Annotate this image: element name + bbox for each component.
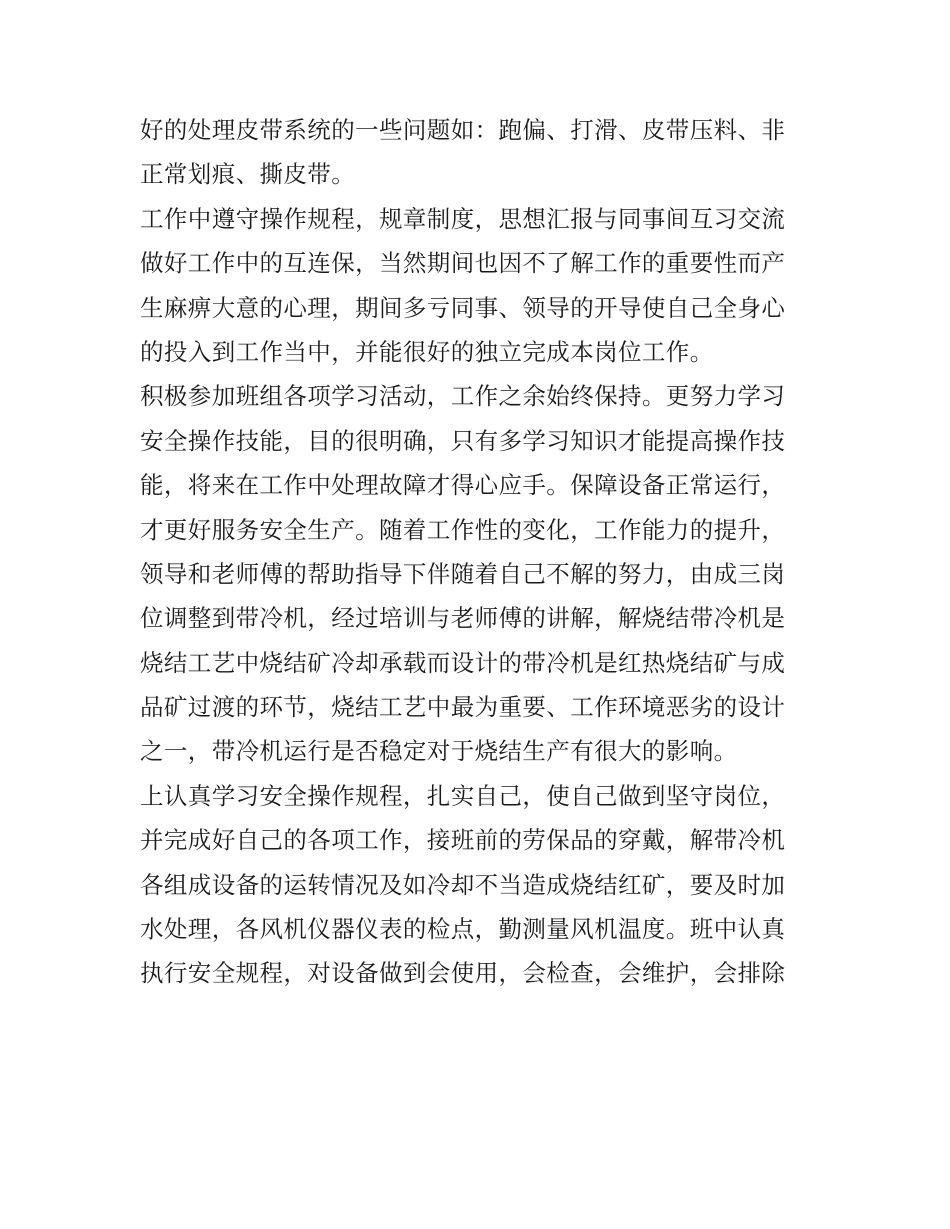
text-line: 位调整到带冷机，经过培训与老师傅的讲解，解烧结带冷机是 bbox=[140, 604, 786, 633]
text-line: 烧结工艺中烧结矿冷却承载而设计的带冷机是红热烧结矿与成 bbox=[140, 648, 786, 677]
text-line: 并完成好自己的各项工作，接班前的劳保品的穿戴，解带冷机 bbox=[140, 826, 786, 855]
text-line: 做好工作中的互连保，当然期间也因不了解工作的重要性而产 bbox=[140, 249, 786, 278]
text-line: 积极参加班组各项学习活动，工作之余始终保持。更努力学习 bbox=[140, 382, 786, 411]
text-line: 正常划痕、撕皮带。 bbox=[140, 160, 356, 189]
text-line: 水处理，各风机仪器仪表的检点，勤测量风机温度。班中认真 bbox=[140, 915, 786, 944]
text-line: 才更好服务安全生产。随着工作性的变化，工作能力的提升， bbox=[140, 515, 786, 544]
text-line: 之一，带冷机运行是否稳定对于烧结生产有很大的影响。 bbox=[140, 737, 738, 766]
text-line: 安全操作技能，目的很明确，只有多学习知识才能提高操作技 bbox=[140, 426, 786, 455]
text-line: 品矿过渡的环节，烧结工艺中最为重要、工作环境恶劣的设计 bbox=[140, 693, 786, 722]
text-line: 领导和老师傅的帮助指导下伴随着自己不解的努力，由成三岗 bbox=[140, 559, 786, 588]
text-line: 能，将来在工作中处理故障才得心应手。保障设备正常运行， bbox=[140, 471, 786, 500]
text-line: 工作中遵守操作规程，规章制度，思想汇报与同事间互习交流 bbox=[140, 204, 786, 233]
document-body bbox=[140, 108, 820, 996]
text-line: 各组成设备的运转情况及如冷却不当造成烧结红矿，要及时加 bbox=[140, 870, 786, 899]
text-line: 执行安全规程，对设备做到会使用，会检查，会维护，会排除 bbox=[140, 959, 786, 988]
text-line: 生麻痹大意的心理，期间多亏同事、领导的开导使自己全身心 bbox=[140, 293, 786, 322]
text-line: 好的处理皮带系统的一些问题如：跑偏、打滑、皮带压料、非 bbox=[140, 116, 786, 144]
text-line: 的投入到工作当中，并能很好的独立完成本岗位工作。 bbox=[140, 337, 714, 366]
text-line: 上认真学习安全操作规程，扎实自己，使自己做到坚守岗位， bbox=[140, 781, 786, 810]
